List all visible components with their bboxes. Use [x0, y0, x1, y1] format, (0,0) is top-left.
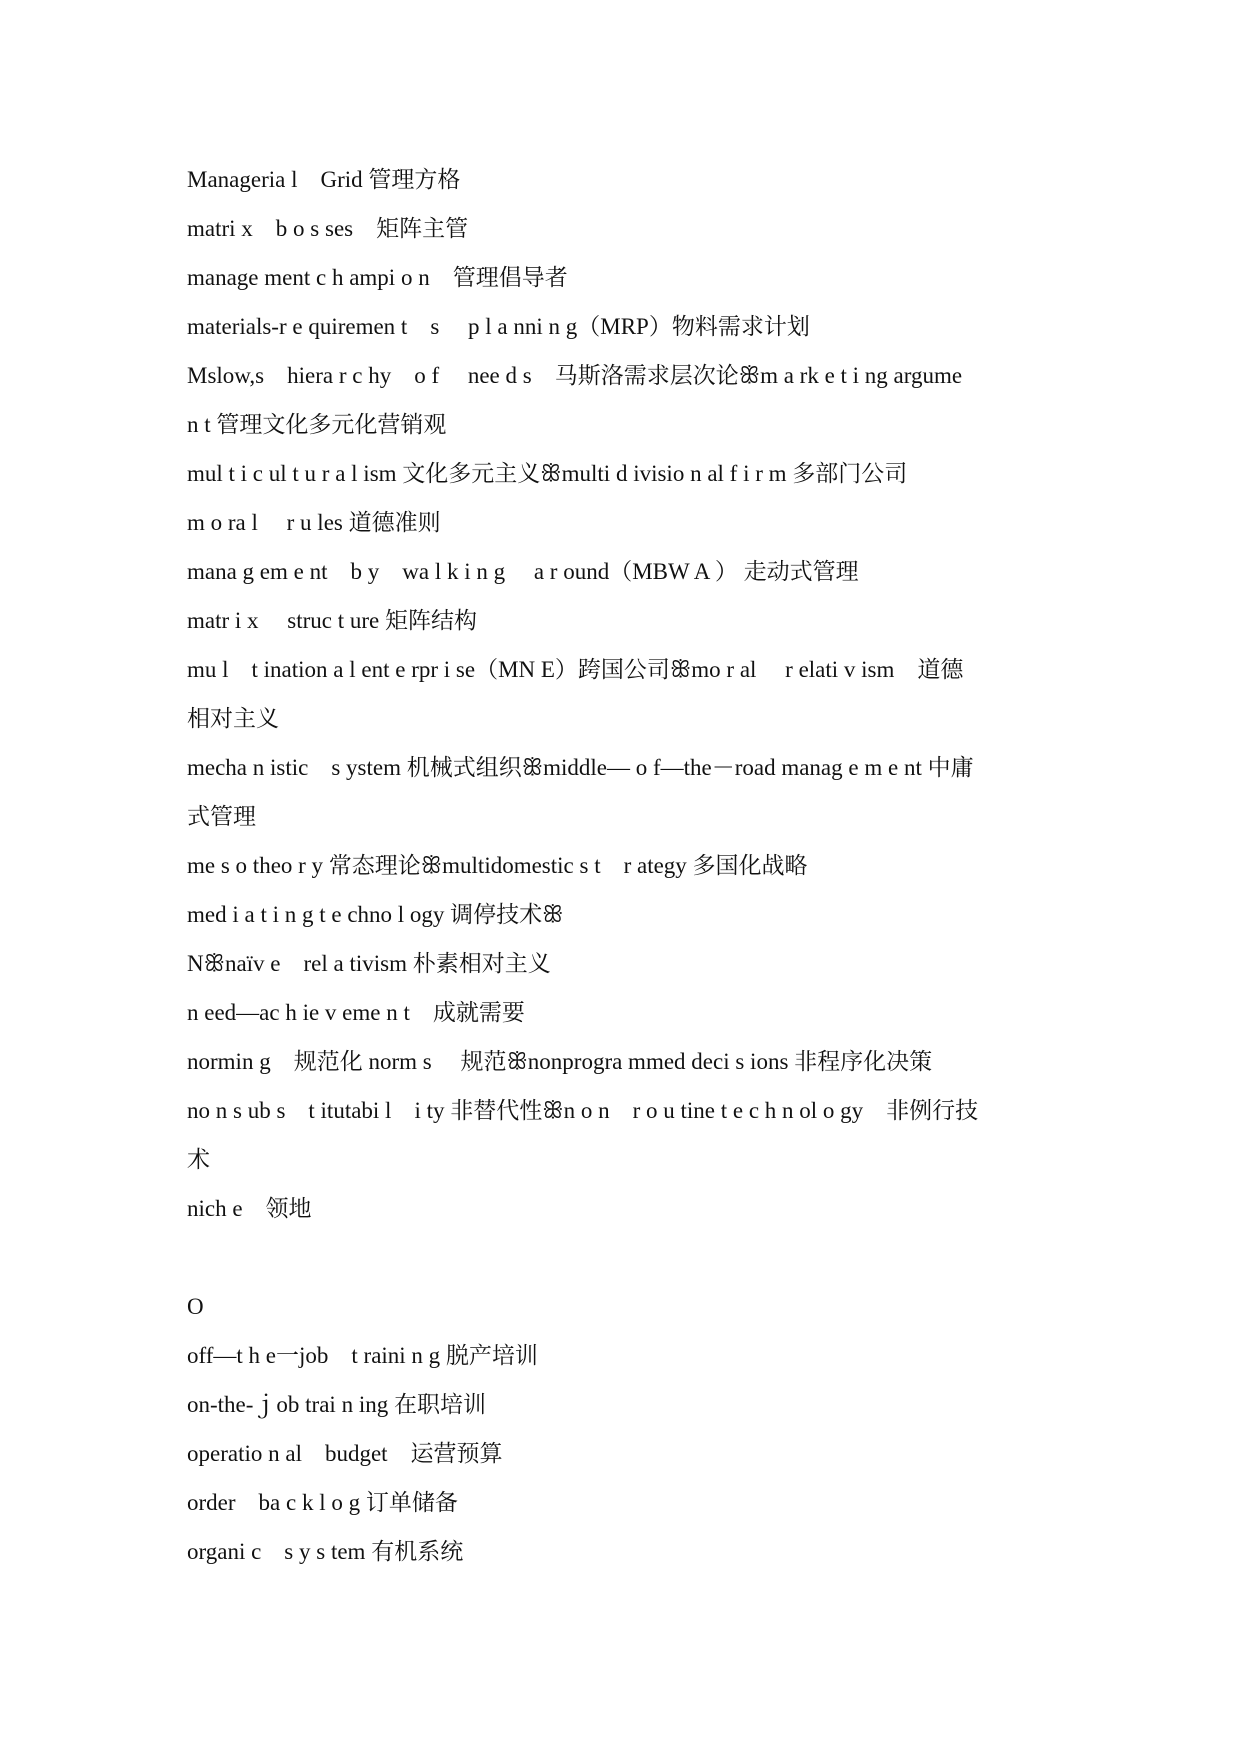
glossary-line: off—t h e一job t raini n g 脱产培训 — [187, 1343, 538, 1368]
glossary-line: matr i x struc t ure 矩阵结构 — [187, 608, 478, 633]
glossary-line: on-the-ｊob trai n ing 在职培训 — [187, 1392, 486, 1417]
glossary-line: n t 管理文化多元化营销观 — [187, 412, 447, 437]
glossary-text — [187, 155, 1067, 1576]
glossary-line: n eed—ac h ie v eme n t 成就需要 — [187, 1000, 525, 1025]
glossary-line: mana g em e nt b y wa l k i n g a r ound（MBW A ） 走动式管理 — [187, 559, 859, 584]
glossary-line: normin g 规范化 norm s 规范ꕥnonprogra mmed deci s ions 非程序化决策 — [187, 1049, 933, 1074]
glossary-line: mu l t ination a l ent e rpr i se（MN E）跨国公司ꕥmo r al r elati v ism 道德 — [187, 657, 964, 682]
glossary-line: mecha n istic s ystem 机械式组织ꕥmiddle— o f—the－road manag e m e nt 中庸 — [187, 755, 974, 780]
glossary-line: 式管理 — [187, 804, 256, 829]
glossary-line: matri x b o s ses 矩阵主管 — [187, 216, 469, 241]
glossary-line: organi c s y s tem 有机系统 — [187, 1539, 464, 1564]
glossary-line: manage ment c h ampi o n 管理倡导者 — [187, 265, 568, 290]
blank-line — [187, 1233, 1067, 1282]
glossary-line: 术 — [187, 1147, 210, 1172]
glossary-line: med i a t i n g t e chno l ogy 调停技术ꕥ — [187, 902, 564, 927]
glossary-line: Nꕥnaïv e rel a tivism 朴素相对主义 — [187, 951, 551, 976]
glossary-line: mul t i c ul t u r a l ism 文化多元主义ꕥmulti d ivisio n al f i r m 多部门公司 — [187, 461, 908, 486]
glossary-line: 相对主义 — [187, 706, 279, 731]
glossary-line: m o ra l r u les 道德准则 — [187, 510, 441, 535]
glossary-line: me s o theo r y 常态理论ꕥmultidomestic s t r ategy 多国化战略 — [187, 853, 808, 878]
glossary-line: materials-r e quiremen t s p l a nni n g（MRP）物料需求计划 — [187, 314, 810, 339]
glossary-line: nich e 领地 — [187, 1196, 312, 1221]
glossary-line: no n s ub s t itutabi l i ty 非替代性ꕥn o n r o u tine t e c h n ol o gy 非例行技 — [187, 1098, 979, 1123]
glossary-line: Mslow,s hiera r c hy o f nee d s 马斯洛需求层次论ꕥm a rk e t i ng argume — [187, 363, 963, 388]
section-heading: O — [187, 1294, 204, 1319]
glossary-line: Manageria l Grid 管理方格 — [187, 167, 461, 192]
glossary-line: operatio n al budget 运营预算 — [187, 1441, 503, 1466]
glossary-line: order ba c k l o g 订单储备 — [187, 1490, 458, 1515]
